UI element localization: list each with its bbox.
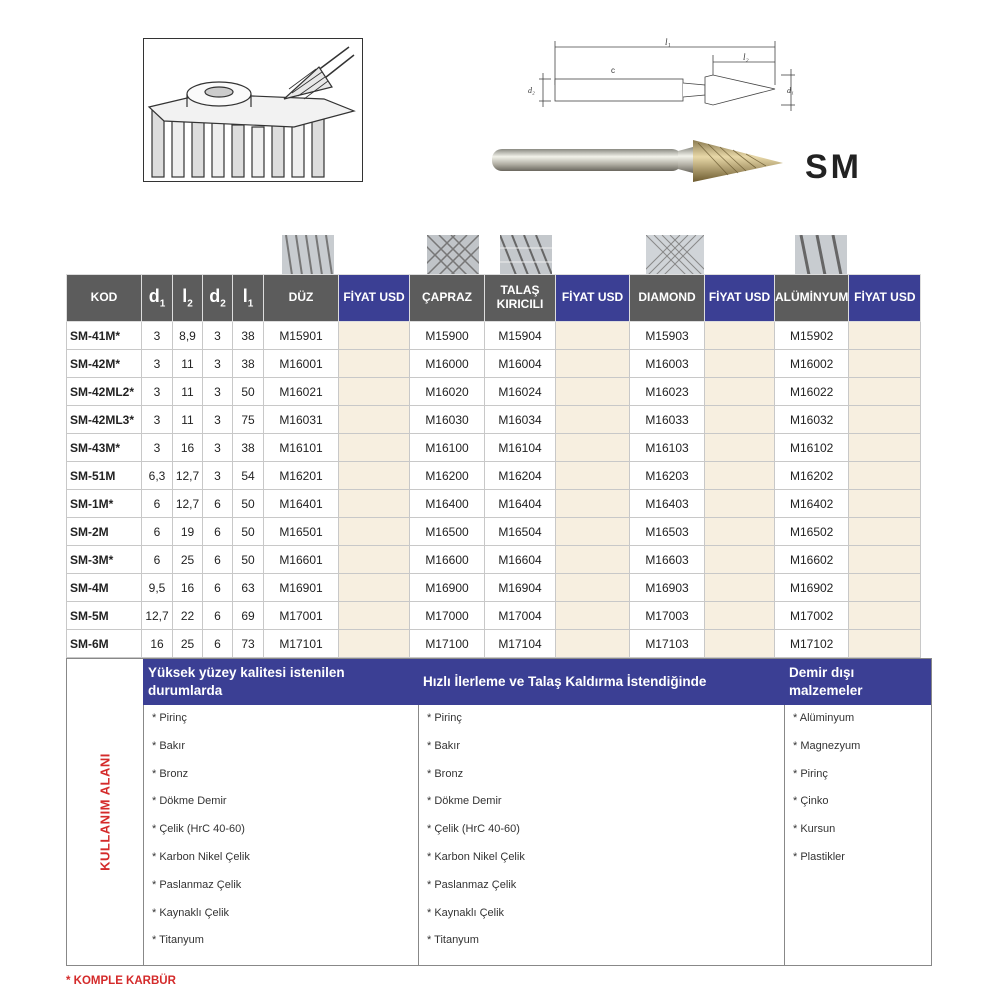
l1-cell: 50 — [233, 518, 264, 546]
d1-cell: 9,5 — [142, 574, 173, 602]
capraz-cell: M16200 — [410, 462, 485, 490]
d2-cell: 3 — [203, 378, 233, 406]
table-row — [67, 574, 921, 602]
diamond-cell: M16903 — [630, 574, 705, 602]
d1-cell: 3 — [142, 406, 173, 434]
d2-cell: 6 — [203, 518, 233, 546]
talas-cell: M16024 — [485, 378, 556, 406]
talas-cell: M16204 — [485, 462, 556, 490]
l1-cell: 73 — [233, 630, 264, 658]
d1-dimension-label: d₁ — [787, 86, 794, 95]
list-item: * Bakır — [152, 739, 186, 752]
col-l2: $l_2$ — [173, 275, 203, 322]
talas-cell: M16904 — [485, 574, 556, 602]
usage-list — [419, 705, 784, 955]
capraz-cell: M16500 — [410, 518, 485, 546]
list-item: * Dökme Demir — [152, 795, 227, 808]
aluminyum-cell: M16202 — [775, 462, 849, 490]
l1-cell: 38 — [233, 322, 264, 350]
l2-cell: 19 — [173, 518, 203, 546]
kod-cell: SM-42M* — [67, 350, 142, 378]
price-cell — [556, 546, 630, 574]
aluminyum-cell: M17002 — [775, 602, 849, 630]
kod-cell: SM-1M* — [67, 490, 142, 518]
l2-cell: 12,7 — [173, 462, 203, 490]
price-cell — [849, 518, 921, 546]
price-cell — [339, 434, 410, 462]
spec-table — [66, 274, 921, 658]
diamond-cell: M17003 — [630, 602, 705, 630]
price-cell — [705, 406, 775, 434]
price-cell — [705, 322, 775, 350]
usage-group-2-list — [418, 705, 784, 965]
price-cell — [556, 602, 630, 630]
price-cell — [705, 630, 775, 658]
duz-cell: M16201 — [264, 462, 339, 490]
list-item: * Kursun — [793, 823, 836, 836]
table-row — [67, 490, 921, 518]
table-row — [67, 602, 921, 630]
capraz-cell: M16020 — [410, 378, 485, 406]
duz-cell: M17101 — [264, 630, 339, 658]
talas-cell: M16504 — [485, 518, 556, 546]
col-d1-label: d — [148, 285, 160, 306]
duz-cell: M17001 — [264, 602, 339, 630]
l1-cell: 75 — [233, 406, 264, 434]
price-cell — [849, 490, 921, 518]
list-item: * Bronz — [427, 767, 464, 780]
d2-cell: 3 — [203, 322, 233, 350]
talas-cell: M16404 — [485, 490, 556, 518]
col-l1: $l_1$ — [233, 275, 264, 322]
l2-cell: 11 — [173, 406, 203, 434]
usage-group-1-list — [143, 705, 418, 965]
list-item: * Pirinç — [152, 712, 187, 724]
application-illustration — [143, 38, 363, 182]
diamond-cell: M16603 — [630, 546, 705, 574]
list-item: * Bronz — [152, 767, 189, 780]
price-cell — [849, 322, 921, 350]
d2-cell: 3 — [203, 406, 233, 434]
table-body — [67, 322, 921, 658]
col-fiyat-talas: FİYAT USD — [556, 275, 630, 322]
list-item: * Pirinç — [427, 712, 462, 724]
duz-cell: M16031 — [264, 406, 339, 434]
duz-cell: M16101 — [264, 434, 339, 462]
price-cell — [705, 518, 775, 546]
usage-section-label — [67, 659, 143, 965]
col-diamond: DIAMOND — [630, 275, 705, 322]
duz-cell: M16401 — [264, 490, 339, 518]
d1-cell: 3 — [142, 378, 173, 406]
price-cell — [556, 378, 630, 406]
usage-group-2-title: Hızlı İlerleme ve Talaş Kaldırma İstendiğinde — [418, 659, 784, 705]
list-item: * Çinko — [793, 795, 829, 808]
table-row — [67, 518, 921, 546]
price-cell — [849, 574, 921, 602]
dimension-drawing — [525, 35, 815, 125]
price-cell — [339, 630, 410, 658]
price-cell — [339, 406, 410, 434]
d1-cell: 3 — [142, 350, 173, 378]
col-l1-label: l — [242, 285, 248, 306]
aluminyum-cell: M16402 — [775, 490, 849, 518]
list-item: * Karbon Nikel Çelik — [152, 850, 250, 863]
product-code-title: SM — [805, 148, 862, 186]
table-row — [67, 322, 921, 350]
aluminyum-cell: M16602 — [775, 546, 849, 574]
list-item: * Titanyum — [427, 934, 479, 947]
talas-cell: M16604 — [485, 546, 556, 574]
diamond-cell: M16103 — [630, 434, 705, 462]
diamond-cell: M16203 — [630, 462, 705, 490]
chip-breaker-texture — [500, 235, 552, 275]
list-item: * Kaynaklı Çelik — [152, 906, 230, 919]
d2-dimension-label: d₂ — [528, 86, 535, 95]
aluminyum-cut-image — [795, 235, 847, 275]
kod-cell: SM-3M* — [67, 546, 142, 574]
table-row — [67, 630, 921, 658]
talas-cell: M17004 — [485, 602, 556, 630]
usage-section — [66, 658, 932, 966]
duz-cell: M15901 — [264, 322, 339, 350]
table-row — [67, 350, 921, 378]
list-item: * Dökme Demir — [427, 795, 502, 808]
list-item: * Kaynaklı Çelik — [427, 906, 505, 919]
col-kod: KOD — [67, 275, 142, 322]
price-cell — [339, 546, 410, 574]
d1-cell: 6 — [142, 518, 173, 546]
aluminyum-cell: M16502 — [775, 518, 849, 546]
price-cell — [705, 602, 775, 630]
col-d2-label: d — [209, 285, 221, 306]
kod-cell: SM-6M — [67, 630, 142, 658]
l2-cell: 11 — [173, 350, 203, 378]
capraz-cell: M16900 — [410, 574, 485, 602]
kod-cell: SM-4M — [67, 574, 142, 602]
duz-cell: M16021 — [264, 378, 339, 406]
col-aluminyum: ALÜMİNYUM — [775, 275, 849, 322]
price-cell — [705, 462, 775, 490]
l2-cell: 16 — [173, 574, 203, 602]
duz-cut-image — [282, 235, 334, 275]
col-fiyat-aluminyum: FİYAT USD — [849, 275, 921, 322]
aluminyum-cell: M17102 — [775, 630, 849, 658]
l1-cell: 54 — [233, 462, 264, 490]
price-cell — [556, 322, 630, 350]
price-cell — [849, 406, 921, 434]
l2-cell: 25 — [173, 546, 203, 574]
duz-cell: M16901 — [264, 574, 339, 602]
price-cell — [339, 602, 410, 630]
duz-cell: M16501 — [264, 518, 339, 546]
col-l2-label: l — [182, 285, 188, 306]
price-cell — [556, 490, 630, 518]
list-item: * Paslanmaz Çelik — [152, 878, 242, 891]
aluminyum-cell: M16102 — [775, 434, 849, 462]
price-cell — [339, 574, 410, 602]
diamond-cell: M16033 — [630, 406, 705, 434]
d1-cell: 6 — [142, 546, 173, 574]
l2-cell: 8,9 — [173, 322, 203, 350]
price-cell — [705, 490, 775, 518]
l1-cell: 50 — [233, 378, 264, 406]
price-cell — [849, 630, 921, 658]
d2-cell: 3 — [203, 434, 233, 462]
d1-cell: 12,7 — [142, 602, 173, 630]
price-cell — [339, 322, 410, 350]
capraz-cell: M16000 — [410, 350, 485, 378]
kod-cell: SM-42ML2* — [67, 378, 142, 406]
col-d1: $d_1$ — [142, 275, 173, 322]
l2-cell: 25 — [173, 630, 203, 658]
duz-cell: M16601 — [264, 546, 339, 574]
capraz-cell: M16100 — [410, 434, 485, 462]
price-cell — [849, 378, 921, 406]
talas-cut-image — [500, 235, 552, 275]
price-cell — [339, 350, 410, 378]
price-cell — [339, 490, 410, 518]
capraz-cell: M16600 — [410, 546, 485, 574]
usage-list — [144, 705, 418, 955]
kod-cell: SM-43M* — [67, 434, 142, 462]
d1-cell: 6 — [142, 490, 173, 518]
col-d2: $d_2$ — [203, 275, 233, 322]
talas-cell: M16004 — [485, 350, 556, 378]
d2-cell: 6 — [203, 602, 233, 630]
price-cell — [339, 462, 410, 490]
kod-cell: SM-5M — [67, 602, 142, 630]
kod-cell: SM-2M — [67, 518, 142, 546]
price-cell — [849, 434, 921, 462]
d1-cell: 6,3 — [142, 462, 173, 490]
list-item: * Paslanmaz Çelik — [427, 878, 517, 891]
d2-cell: 3 — [203, 462, 233, 490]
usage-list — [785, 705, 931, 872]
col-fiyat-diamond: FİYAT USD — [705, 275, 775, 322]
price-cell — [705, 574, 775, 602]
usage-group-1-title: Yüksek yüzey kalitesi istenilen durumlarda — [143, 659, 418, 705]
aluminium-cut-texture — [795, 235, 847, 275]
kullanim-alani-label: KULLANIM ALANI — [97, 753, 113, 871]
d2-cell: 3 — [203, 350, 233, 378]
price-cell — [705, 350, 775, 378]
price-cell — [849, 602, 921, 630]
l2-cell: 12,7 — [173, 490, 203, 518]
price-cell — [705, 434, 775, 462]
burr-on-workpiece-drawing — [144, 39, 362, 181]
kod-cell: SM-41M* — [67, 322, 142, 350]
list-item: * Bakır — [427, 739, 461, 752]
l2-cell: 11 — [173, 378, 203, 406]
l1-cell: 38 — [233, 434, 264, 462]
price-cell — [556, 462, 630, 490]
table-row — [67, 406, 921, 434]
straight-cut-texture — [282, 235, 334, 275]
c-dimension-label: c — [611, 66, 615, 75]
price-cell — [849, 546, 921, 574]
l1-cell: 50 — [233, 546, 264, 574]
aluminyum-cell: M16902 — [775, 574, 849, 602]
aluminyum-cell: M16002 — [775, 350, 849, 378]
table-row — [67, 462, 921, 490]
list-item: * Plastikler — [793, 850, 845, 863]
capraz-cut-image — [427, 235, 479, 275]
kod-cell: SM-42ML3* — [67, 406, 142, 434]
d2-cell: 6 — [203, 546, 233, 574]
list-item: * Magnezyum — [793, 739, 861, 752]
talas-cell: M17104 — [485, 630, 556, 658]
price-cell — [556, 518, 630, 546]
d2-cell: 6 — [203, 490, 233, 518]
l1-cell: 50 — [233, 490, 264, 518]
capraz-cell: M17100 — [410, 630, 485, 658]
d2-cell: 6 — [203, 630, 233, 658]
d1-cell: 3 — [142, 434, 173, 462]
capraz-cell: M17000 — [410, 602, 485, 630]
l1-cell: 38 — [233, 350, 264, 378]
table-header-row — [67, 275, 921, 322]
usage-group-3-title: Demir dışı malzemeler — [784, 659, 931, 705]
price-cell — [705, 378, 775, 406]
kod-cell: SM-51M — [67, 462, 142, 490]
price-cell — [556, 630, 630, 658]
l2-cell: 22 — [173, 602, 203, 630]
sm-burr-image — [488, 135, 788, 185]
list-item: * Çelik (HrC 40-60) — [427, 823, 520, 836]
diamond-cell: M15903 — [630, 322, 705, 350]
diamond-cut-texture — [646, 235, 704, 275]
price-cell — [849, 462, 921, 490]
table-row — [67, 546, 921, 574]
l1-dimension-label: l₁ — [665, 37, 671, 47]
col-capraz: ÇAPRAZ — [410, 275, 485, 322]
talas-cell: M15904 — [485, 322, 556, 350]
usage-group-3-list — [784, 705, 931, 965]
price-cell — [339, 518, 410, 546]
capraz-cell: M16400 — [410, 490, 485, 518]
aluminyum-cell: M15902 — [775, 322, 849, 350]
col-duz: DÜZ — [264, 275, 339, 322]
list-item: * Çelik (HrC 40-60) — [152, 823, 245, 836]
l1-cell: 63 — [233, 574, 264, 602]
d1-cell: 16 — [142, 630, 173, 658]
col-fiyat-duz: FİYAT USD — [339, 275, 410, 322]
list-item: * Titanyum — [152, 934, 204, 947]
price-cell — [556, 406, 630, 434]
talas-cell: M16104 — [485, 434, 556, 462]
d2-cell: 6 — [203, 574, 233, 602]
aluminyum-cell: M16022 — [775, 378, 849, 406]
talas-cell: M16034 — [485, 406, 556, 434]
diamond-cell: M16503 — [630, 518, 705, 546]
diamond-cell: M16023 — [630, 378, 705, 406]
capraz-cell: M16030 — [410, 406, 485, 434]
list-item: * Pirinç — [793, 767, 828, 780]
capraz-cell: M15900 — [410, 322, 485, 350]
price-cell — [705, 546, 775, 574]
diamond-cell: M17103 — [630, 630, 705, 658]
price-cell — [849, 350, 921, 378]
cross-cut-texture — [427, 235, 479, 275]
table-row — [67, 378, 921, 406]
l1-cell: 69 — [233, 602, 264, 630]
tool-photo — [488, 135, 788, 185]
price-cell — [556, 350, 630, 378]
technical-drawing — [525, 35, 815, 125]
diamond-cell: M16403 — [630, 490, 705, 518]
price-cell — [339, 378, 410, 406]
list-item: * Alüminyum — [793, 712, 855, 724]
price-cell — [556, 434, 630, 462]
table-row — [67, 434, 921, 462]
col-talas: TALAŞ KIRICILI — [485, 275, 556, 322]
l2-cell: 16 — [173, 434, 203, 462]
diamond-cut-image — [646, 235, 704, 275]
footnote: * KOMPLE KARBÜR — [66, 975, 176, 987]
l2-dimension-label: l₂ — [743, 52, 749, 62]
d1-cell: 3 — [142, 322, 173, 350]
diamond-cell: M16003 — [630, 350, 705, 378]
duz-cell: M16001 — [264, 350, 339, 378]
price-cell — [556, 574, 630, 602]
list-item: * Karbon Nikel Çelik — [427, 850, 525, 863]
aluminyum-cell: M16032 — [775, 406, 849, 434]
